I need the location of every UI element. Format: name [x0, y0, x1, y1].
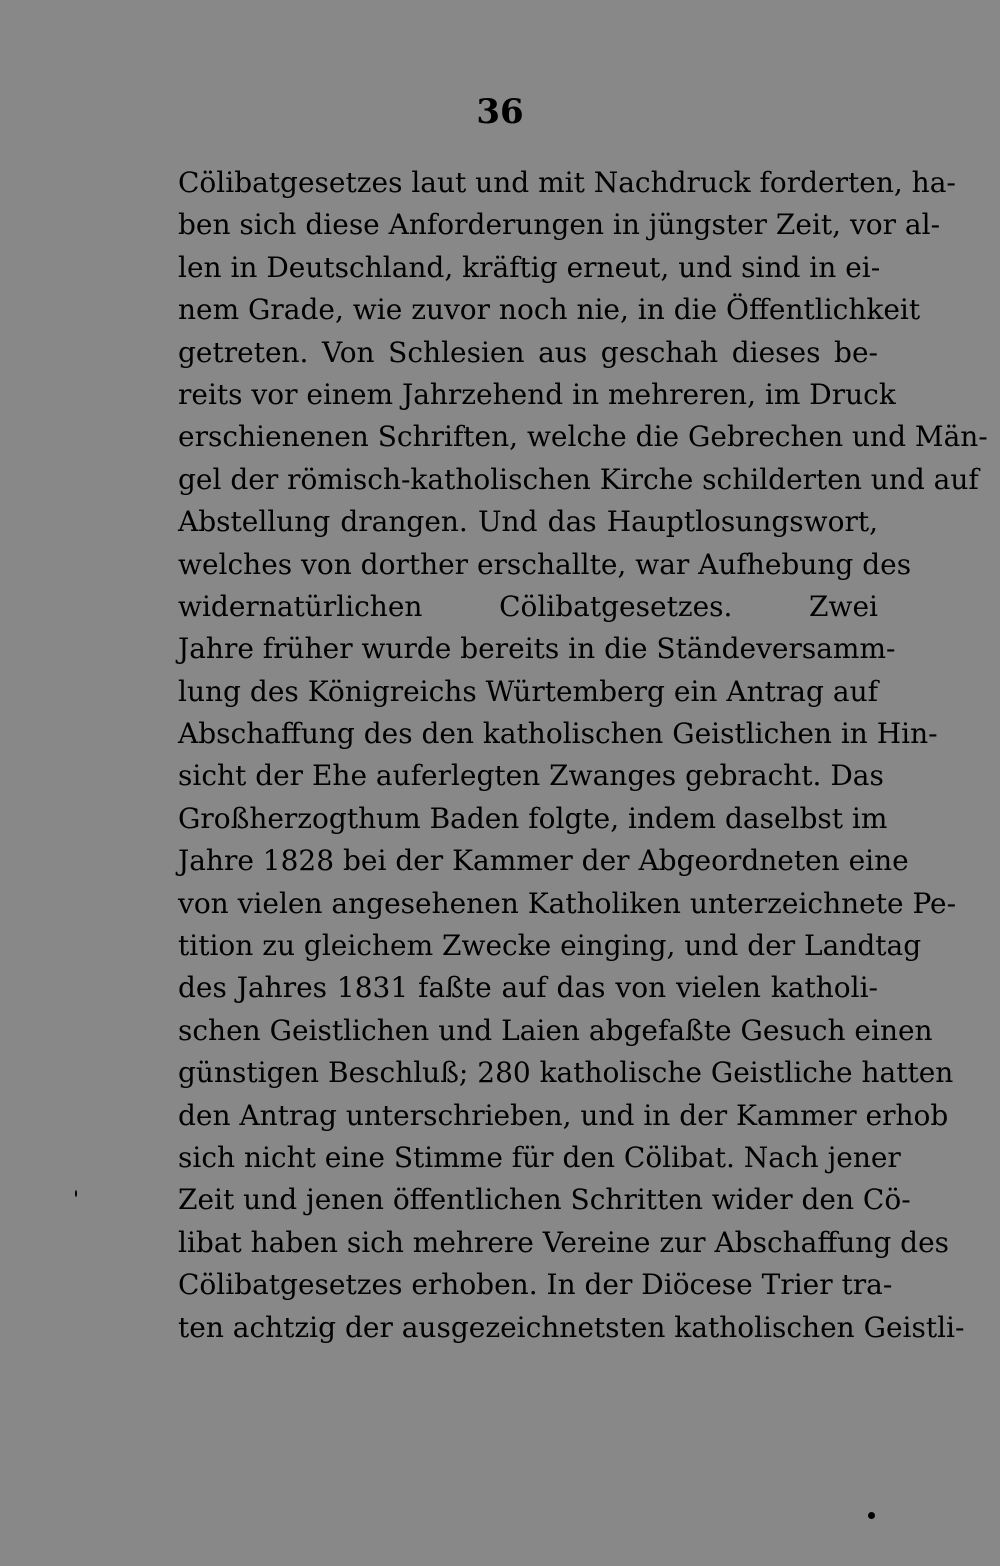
page-number: 36	[476, 92, 524, 132]
text-line: den Antrag unterschrieben, und in der Kammer erhob	[178, 1098, 949, 1132]
text-line: des Jahres 1831 faßte auf das von vielen katholi-	[178, 971, 878, 1005]
ink-speck-mark	[868, 1512, 875, 1519]
text-line: lung des Königreichs Würtemberg ein Antrag auf	[178, 674, 878, 708]
text-line: widernatürlichen Cölibatgesetzes. Zwei	[178, 589, 878, 623]
text-line: Cölibatgesetzes laut und mit Nachdruck forderten, ha-	[178, 166, 956, 199]
text-line: tition zu gleichem Zwecke einging, und der Landtag	[178, 929, 922, 963]
text-line: von vielen angesehenen Katholiken unterzeichnete Pe-	[178, 886, 957, 920]
text-line: getreten. Von Schlesien aus geschah dieses be-	[178, 335, 878, 369]
text-line: ten achtzig der ausgezeichnetsten katholischen Geistli-	[178, 1310, 965, 1344]
text-line: Abschaffung des den katholischen Geistlichen in Hin-	[178, 717, 938, 751]
text-line: sicht der Ehe auferlegten Zwanges gebracht. Das	[178, 759, 884, 793]
text-line: welches von dorther erschallte, war Aufhebung des	[178, 547, 912, 581]
text-line: Zeit und jenen öffentlichen Schritten wider den Cö-	[178, 1183, 911, 1217]
text-line: reits vor einem Jahrzehend in mehreren, im Druck	[178, 377, 896, 411]
text-line: libat haben sich mehrere Vereine zur Abschaffung des	[178, 1225, 950, 1259]
text-line: Cölibatgesetzes erhoben. In der Diöcese Trier tra-	[178, 1268, 893, 1302]
body-text	[178, 162, 988, 1349]
text-line: nem Grade, wie zuvor noch nie, in die Öffentlichkeit	[178, 293, 921, 327]
text-line: Jahre früher wurde bereits in die Ständeversamm-	[178, 632, 896, 666]
text-line: sich nicht eine Stimme für den Cölibat. Nach jener	[178, 1140, 901, 1174]
text-line: Jahre 1828 bei der Kammer der Abgeordneten eine	[178, 844, 909, 878]
ink-speck-mark	[75, 1190, 77, 1197]
text-line: gel der römisch-katholischen Kirche schilderten und auf	[178, 462, 979, 496]
text-line: Großherzogthum Baden folgte, indem daselbst im	[178, 801, 888, 835]
text-line: Abstellung drangen. Und das Hauptlosungswort,	[178, 505, 878, 539]
text-line: günstigen Beschluß; 280 katholische Geistliche hatten	[178, 1056, 954, 1090]
text-line: ben sich diese Anforderungen in jüngster Zeit, vor al-	[178, 208, 941, 242]
text-line: erschienenen Schriften, welche die Gebrechen und Män-	[178, 420, 988, 454]
text-line: schen Geistlichen und Laien abgefaßte Gesuch einen	[178, 1013, 933, 1047]
text-line: len in Deutschland, kräftig erneut, und sind in ei-	[178, 250, 881, 284]
